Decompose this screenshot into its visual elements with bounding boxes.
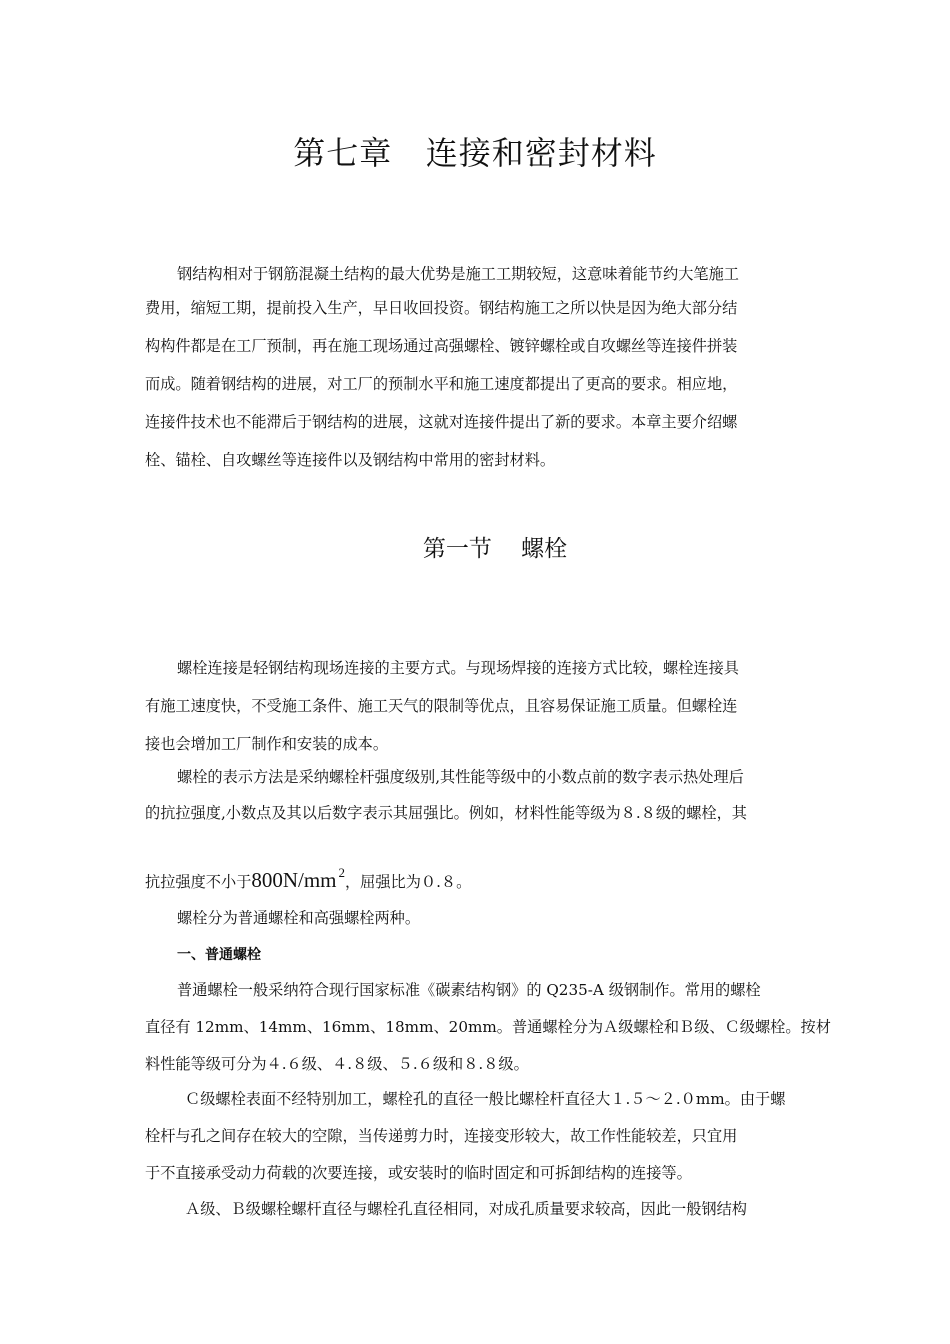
chapter-title: 第七章 连接和密封材料 xyxy=(293,134,657,172)
paragraph-line: 料性能等级可分为４.６级、４.８级、５.６级和８.８级。 xyxy=(145,1055,529,1073)
intro-line: 构构件都是在工厂预制，再在施工现场通过高强螺栓、镀锌螺栓或自攻螺丝等连接件拼装 xyxy=(145,337,738,355)
section-title: 第一节 螺栓 xyxy=(422,536,568,562)
paragraph-line: 直径有 12mm、14mm、16mm、18mm、20mm。普通螺栓分为Ａ级螺栓和Ｂ级、Ｃ级螺栓。按材 xyxy=(145,1018,831,1036)
paragraph-line: 螺栓连接是轻钢结构现场连接的主要方式。与现场焊接的连接方式比较，螺栓连接具 xyxy=(177,659,739,677)
strength-prefix: 抗拉强度不小于 xyxy=(145,873,252,891)
intro-line: 连接件技术也不能滞后于钢结构的进展，这就对连接件提出了新的要求。本章主要介绍螺 xyxy=(145,413,738,431)
paragraph-line: 有施工速度快，不受施工条件、施工天气的限制等优点，且容易保证施工质量。但螺栓连 xyxy=(145,697,738,715)
paragraph-line: Ｃ级螺栓表面不经特别加工，螺栓孔的直径一般比螺栓杆直径大１.５～２.０mm。由于螺 xyxy=(185,1090,786,1108)
paragraph-bolt-notation xyxy=(145,759,807,831)
strength-line xyxy=(145,858,471,897)
formula-exponent: 2 xyxy=(338,865,345,880)
paragraph-bolt-types: 螺栓分为普通螺栓和高强螺栓两种。 xyxy=(177,909,420,927)
strength-suffix: ，屈强比为０.８。 xyxy=(344,873,472,891)
formula-unit: N/mm xyxy=(282,868,337,892)
intro-line: 钢结构相对于钢筋混凝土结构的最大优势是施工工期较短，这意味着能节约大笔施工 xyxy=(177,265,739,283)
paragraph-line: 于不直接承受动力荷载的次要连接，或安装时的临时固定和可拆卸结构的连接等。 xyxy=(145,1164,692,1182)
paragraph-line: 的抗拉强度,小数点及其以后数字表示其屈强比。例如，材料性能等级为８.８级的螺栓，其 xyxy=(145,804,747,822)
intro-line: 栓、锚栓、自攻螺丝等连接件以及钢结构中常用的密封材料。 xyxy=(145,451,556,469)
paragraph-line: 接也会增加工厂制作和安装的成本。 xyxy=(145,735,388,753)
paragraph-line: Ａ级、Ｂ级螺栓螺杆直径与螺栓孔直径相同，对成孔质量要求较高，因此一般钢结构 xyxy=(185,1200,747,1218)
intro-paragraph xyxy=(145,259,807,479)
paragraph-ordinary-bolts xyxy=(145,972,831,1083)
strength-formula xyxy=(251,865,345,892)
paragraph-line: 栓杆与孔之间存在较大的空隙，当传递剪力时，连接变形较大，故工作性能较差，只宜用 xyxy=(145,1127,738,1145)
paragraph-bolt-connection xyxy=(145,649,807,763)
paragraph-ab-grade-bolts xyxy=(145,1191,807,1228)
paragraph-c-grade-bolts xyxy=(145,1081,807,1192)
paragraph-line: 螺栓的表示方法是采纳螺栓杆强度级别,其性能等级中的小数点前的数字表示热处理后 xyxy=(177,768,744,786)
subheading-ordinary-bolts: 一、普通螺栓 xyxy=(177,947,261,963)
paragraph-line: 普通螺栓一般采纳符合现行国家标准《碳素结构钢》的 Q235-A 级钢制作。常用的螺栓 xyxy=(177,981,761,999)
formula-value: 800 xyxy=(251,868,283,892)
intro-line: 而成。随着钢结构的进展，对工厂的预制水平和施工速度都提出了更高的要求。相应地， xyxy=(145,375,738,393)
intro-line: 费用，缩短工期，提前投入生产，早日收回投资。钢结构施工之所以快是因为绝大部分结 xyxy=(145,299,738,317)
